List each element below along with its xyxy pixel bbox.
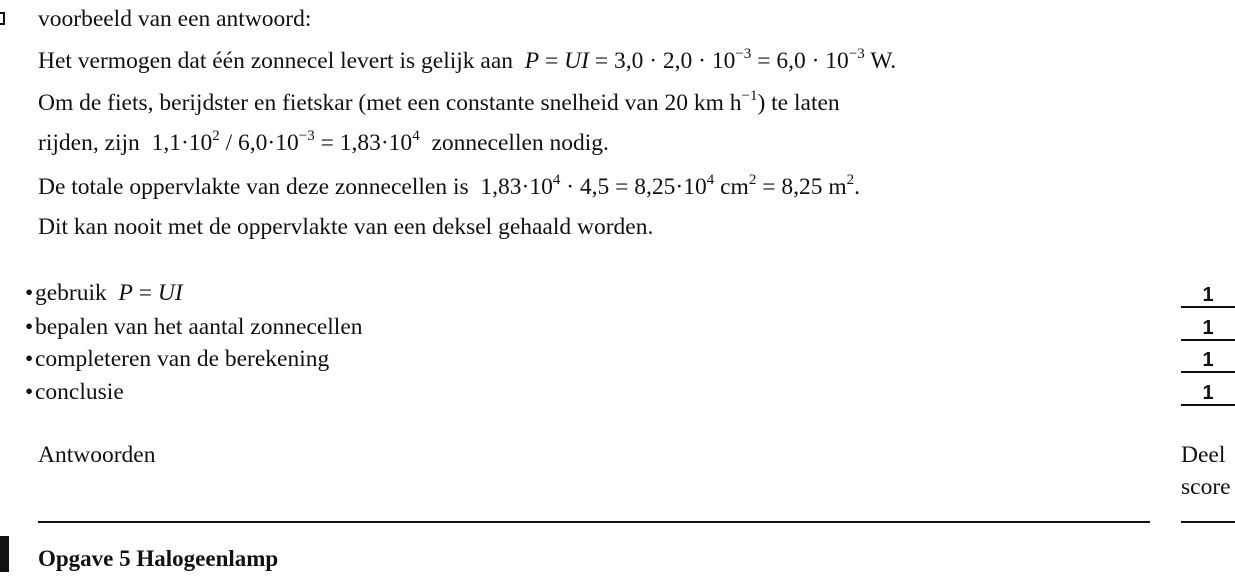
criterion-row: •conclusie — [25, 379, 124, 405]
score-underline — [1181, 339, 1235, 341]
criterion-row: •completeren van de berekening — [25, 346, 330, 372]
score-underline — [1181, 404, 1235, 406]
criterion-row: •bepalen van het aantal zonnecellen — [25, 314, 363, 340]
criterion-score: 1 — [1202, 317, 1214, 339]
line1-text: Het vermogen dat één zonnecel levert is gelijk aan — [38, 48, 514, 74]
score-column-header: score — [1181, 474, 1231, 500]
deel-column-header: Deel — [1181, 442, 1226, 468]
antwoorden-column-header: Antwoorden — [38, 442, 156, 468]
cell-count-formula: $1,1\cdot 10^2 / 6,0\cdot 10^{-3} = 1,83\cdot 10^4$ — [151, 128, 420, 156]
answer-intro: voorbeeld van een antwoord: — [38, 6, 312, 32]
score-underline — [1181, 306, 1235, 308]
score-underline — [1181, 371, 1235, 373]
section-divider — [38, 521, 1150, 523]
answer-line-4: De totale oppervlakte van deze zonnecellen is $1,83\cdot 10^4 \cdot 4,5 = 8,25\cdot 10^4$ $cm^2 = 8,25$ $m^2$. — [38, 172, 861, 200]
criterion-formula: P = UI — [118, 280, 183, 306]
power-formula: P = UI = $3,0 \cdot 2,0 \cdot 10^{-3} = 6,0 \cdot 10^{-3}$ — [524, 46, 865, 74]
answer-line-5: Dit kan nooit met de oppervlakte van een deksel gehaald worden. — [38, 214, 654, 240]
unit-watt: W. — [864, 48, 897, 74]
answer-marker-icon — [0, 12, 5, 25]
section-marker-icon — [0, 536, 9, 572]
next-section-heading: Opgave 5 Halogeenlamp — [38, 546, 279, 571]
criterion-score: 1 — [1202, 382, 1214, 404]
answer-line-1 — [38, 46, 897, 74]
answer-line-3: rijden, zijn $1,1\cdot 10^2 / 6,0\cdot 10^{-3} = 1,83\cdot 10^4$ zonnecellen nodig. — [38, 128, 609, 156]
criterion-score: 1 — [1202, 349, 1214, 371]
area-formula: $1,83\cdot 10^4 \cdot 4,5 = 8,25\cdot 10^4$ $cm^2 = 8,25$ $m^2$. — [480, 172, 861, 200]
criterion-row: •gebruik P = UI — [25, 280, 183, 306]
criterion-score: 1 — [1202, 284, 1214, 306]
score-column-divider — [1181, 521, 1235, 523]
answer-line-2: Om de fiets, berijdster en fietskar (met een constante snelheid van 20 km $h^{-1}$) te laten — [38, 88, 840, 116]
